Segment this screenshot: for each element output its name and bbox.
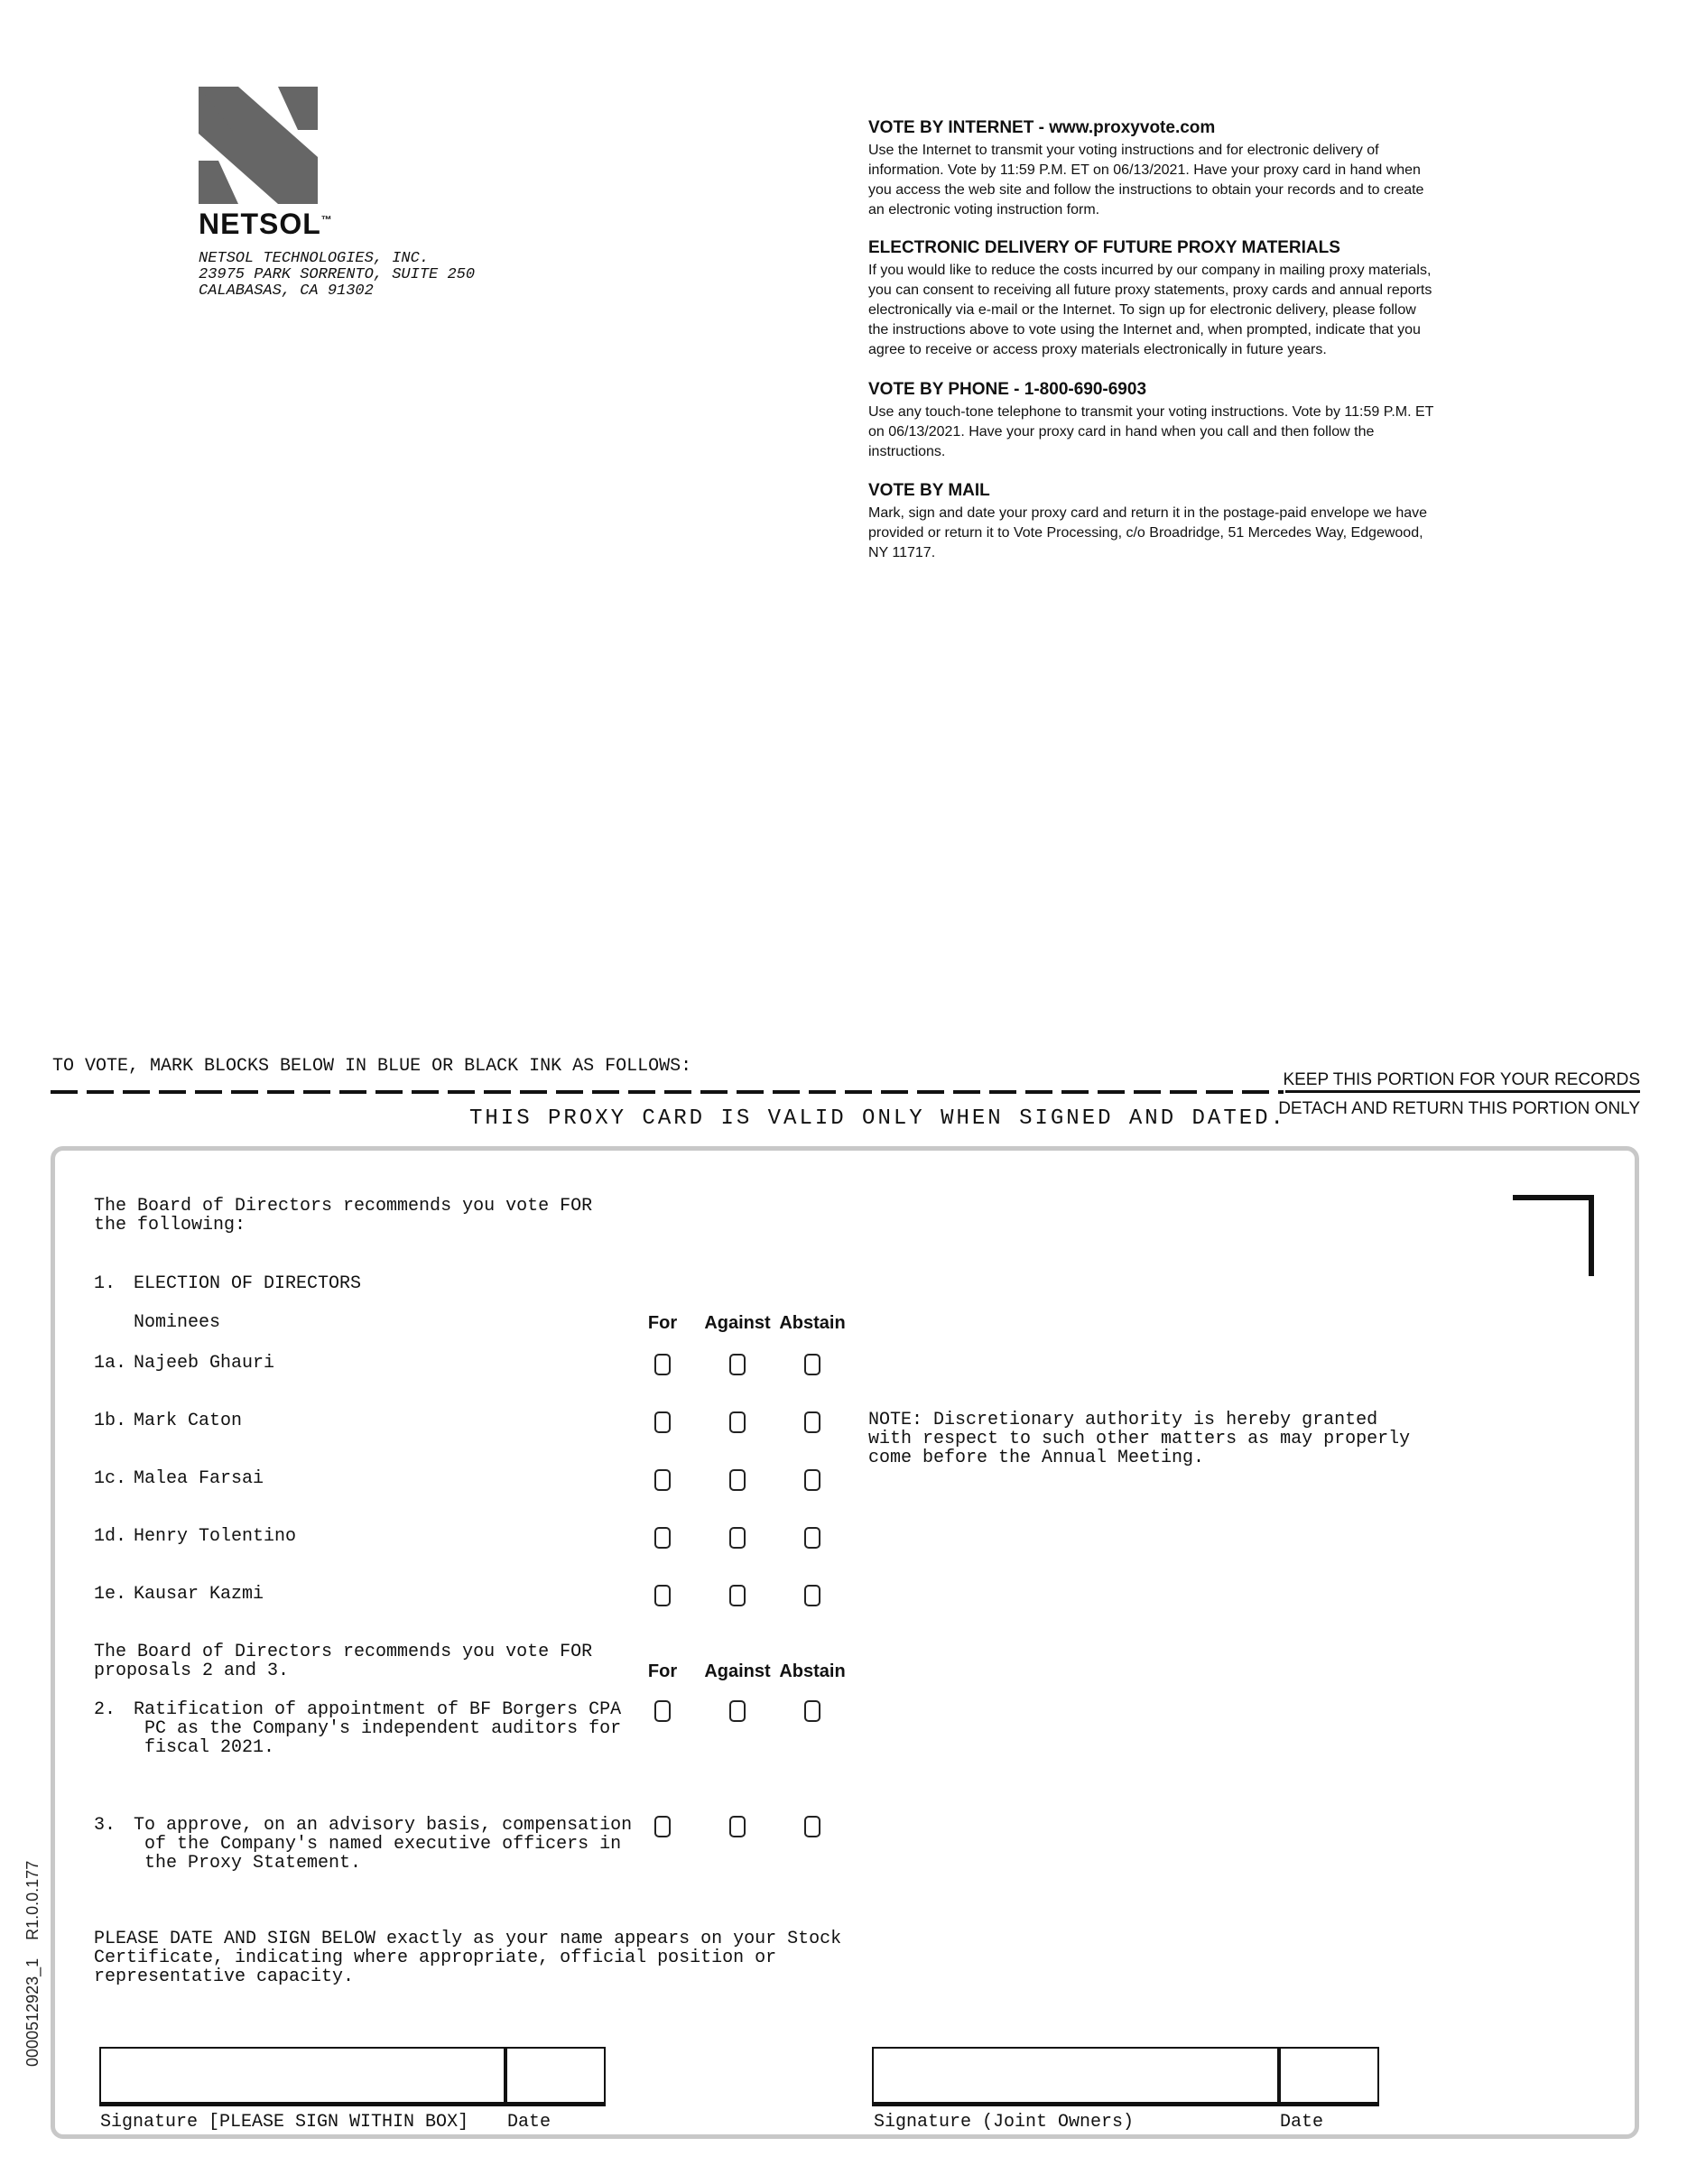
vote-for-checkbox[interactable] bbox=[654, 1411, 671, 1433]
proposal-id: 2. bbox=[94, 1699, 116, 1720]
vote-against-checkbox[interactable] bbox=[729, 1700, 746, 1722]
keep-portion-label: KEEP THIS PORTION FOR YOUR RECORDS bbox=[1283, 1070, 1640, 1089]
item1-number: 1. bbox=[94, 1273, 116, 1294]
vote-by-phone-section bbox=[868, 380, 1536, 462]
vote-abstain-checkbox[interactable] bbox=[804, 1469, 820, 1491]
address-line: 23975 PARK SORRENTO, SUITE 250 bbox=[199, 266, 476, 283]
column-header-for: For bbox=[647, 1661, 678, 1681]
nominees-label: Nominees bbox=[134, 1312, 221, 1333]
column-header-abstain: Abstain bbox=[779, 1313, 846, 1333]
section-line: you access the web site and follow the instructions to obtain your records and to create bbox=[868, 182, 1424, 198]
vote-against-checkbox[interactable] bbox=[729, 1527, 746, 1549]
joint-signature-label: Signature (Joint Owners) bbox=[874, 2112, 1135, 2133]
section-line: Use the Internet to transmit your voting instructions and for electronic delivery of bbox=[868, 143, 1379, 158]
section-line: NY 11717. bbox=[868, 545, 936, 560]
vote-by-internet-section bbox=[868, 118, 1536, 220]
vote-for-checkbox[interactable] bbox=[654, 1700, 671, 1722]
address-line: CALABASAS, CA 91302 bbox=[199, 282, 374, 300]
vote-abstain-checkbox[interactable] bbox=[804, 1411, 820, 1433]
vote-for-checkbox[interactable] bbox=[654, 1816, 671, 1837]
proposal-id: 3. bbox=[94, 1815, 116, 1836]
nominee-id: 1a. bbox=[94, 1353, 127, 1374]
electronic-delivery-section bbox=[868, 238, 1536, 360]
vote-abstain-checkbox[interactable] bbox=[804, 1700, 820, 1722]
section-line: provided or return it to Vote Processing, c/o Broadridge, 51 Mercedes Way, Edgewood, bbox=[868, 525, 1423, 541]
section-title: ELECTRONIC DELIVERY OF FUTURE PROXY MATERIALS bbox=[868, 238, 1340, 257]
vote-by-mail-section bbox=[868, 481, 1536, 563]
nominee-id: 1b. bbox=[94, 1411, 127, 1431]
netsol-logo-icon bbox=[199, 87, 318, 204]
section-line: an electronic voting instruction form. bbox=[868, 202, 1100, 217]
proposal-text: Ratification of appointment of BF Borgers CPA PC as the Company's independent auditors for fiscal 2021. bbox=[134, 1699, 622, 1758]
column-header-for: For bbox=[647, 1313, 678, 1333]
board-recommendation-2: The Board of Directors recommends you vote FOR proposals 2 and 3. bbox=[94, 1642, 593, 1681]
registration-corner-mark bbox=[1513, 1195, 1594, 1276]
vote-for-checkbox[interactable] bbox=[654, 1354, 671, 1375]
joint-date-field[interactable] bbox=[1279, 2047, 1379, 2106]
section-line: agree to receive or access proxy materials electronically in future years. bbox=[868, 342, 1327, 357]
nominee-id: 1d. bbox=[94, 1526, 127, 1547]
section-line: the instructions above to vote using the Internet and, when prompted, indicate that you bbox=[868, 322, 1421, 338]
vote-for-checkbox[interactable] bbox=[654, 1585, 671, 1606]
joint-signature-field[interactable] bbox=[872, 2047, 1279, 2106]
section-title: VOTE BY PHONE - 1-800-690-6903 bbox=[868, 380, 1147, 399]
section-line: If you would like to reduce the costs incurred by our company in mailing proxy materials, bbox=[868, 263, 1432, 278]
section-line: electronically via e-mail or the Internet. To sign up for electronic delivery, please follow bbox=[868, 302, 1416, 318]
nominee-name: Mark Caton bbox=[134, 1411, 243, 1431]
vote-for-checkbox[interactable] bbox=[654, 1527, 671, 1549]
address-line: NETSOL TECHNOLOGIES, INC. bbox=[199, 250, 430, 267]
signature-label: Signature [PLEASE SIGN WITHIN BOX] bbox=[100, 2112, 469, 2133]
date-label: Date bbox=[507, 2112, 552, 2133]
vote-against-checkbox[interactable] bbox=[729, 1354, 746, 1375]
section-title: VOTE BY INTERNET - www.proxyvote.com bbox=[868, 118, 1216, 137]
nominee-name: Henry Tolentino bbox=[134, 1526, 297, 1547]
nominee-id: 1e. bbox=[94, 1584, 127, 1605]
section-line: instructions. bbox=[868, 444, 946, 459]
column-header-against: Against bbox=[704, 1661, 771, 1681]
form-side-code: 0000512923_1 R1.0.0.177 bbox=[23, 1860, 42, 2067]
nominee-id: 1c. bbox=[94, 1468, 127, 1489]
vote-abstain-checkbox[interactable] bbox=[804, 1354, 820, 1375]
keep-underline bbox=[1285, 1090, 1640, 1093]
vote-against-checkbox[interactable] bbox=[729, 1585, 746, 1606]
mark-instructions: TO VOTE, MARK BLOCKS BELOW IN BLUE OR BLACK INK AS FOLLOWS: bbox=[52, 1056, 692, 1077]
logo-wordmark: NETSOL™ bbox=[199, 208, 333, 240]
vote-against-checkbox[interactable] bbox=[729, 1411, 746, 1433]
date-field[interactable] bbox=[505, 2047, 606, 2106]
company-address bbox=[199, 251, 475, 300]
section-line: you can consent to receiving all future proxy statements, proxy cards and annual reports bbox=[868, 282, 1432, 298]
section-line: on 06/13/2021. Have your proxy card in hand when you call and then follow the bbox=[868, 424, 1375, 440]
sign-instructions: PLEASE DATE AND SIGN BELOW exactly as your name appears on your Stock Certificate, indicating where appropriate, official position or representative capacity. bbox=[94, 1929, 842, 1987]
vote-against-checkbox[interactable] bbox=[729, 1469, 746, 1491]
section-title: VOTE BY MAIL bbox=[868, 481, 990, 500]
item1-title: ELECTION OF DIRECTORS bbox=[134, 1273, 362, 1294]
vote-abstain-checkbox[interactable] bbox=[804, 1585, 820, 1606]
nominee-name: Najeeb Ghauri bbox=[134, 1353, 275, 1374]
section-line: Mark, sign and date your proxy card and return it in the postage-paid envelope we have bbox=[868, 505, 1428, 521]
detach-dashed-line bbox=[51, 1090, 1284, 1094]
signature-field[interactable] bbox=[99, 2047, 505, 2106]
board-recommendation-1: The Board of Directors recommends you vote FOR the following: bbox=[94, 1196, 593, 1235]
section-line: information. Vote by 11:59 P.M. ET on 06/13/2021. Have your proxy card in hand when bbox=[868, 162, 1421, 178]
proxy-validity-notice: THIS PROXY CARD IS VALID ONLY WHEN SIGNED AND DATED. bbox=[469, 1106, 1286, 1131]
discretionary-note: NOTE: Discretionary authority is hereby granted with respect to such other matters as may properly come before the Annual Meeting. bbox=[868, 1410, 1411, 1468]
column-header-against: Against bbox=[704, 1313, 771, 1333]
vote-against-checkbox[interactable] bbox=[729, 1816, 746, 1837]
joint-date-label: Date bbox=[1280, 2112, 1324, 2133]
nominee-name: Kausar Kazmi bbox=[134, 1584, 264, 1605]
section-line: Use any touch-tone telephone to transmit your voting instructions. Vote by 11:59 P.M. ET bbox=[868, 404, 1434, 420]
nominee-name: Malea Farsai bbox=[134, 1468, 264, 1489]
vote-abstain-checkbox[interactable] bbox=[804, 1527, 820, 1549]
detach-return-label: DETACH AND RETURN THIS PORTION ONLY bbox=[1278, 1099, 1640, 1118]
column-header-abstain: Abstain bbox=[779, 1661, 846, 1681]
proposal-text: To approve, on an advisory basis, compensation of the Company's named executive officers in the Proxy Statement. bbox=[134, 1815, 633, 1874]
vote-abstain-checkbox[interactable] bbox=[804, 1816, 820, 1837]
vote-for-checkbox[interactable] bbox=[654, 1469, 671, 1491]
